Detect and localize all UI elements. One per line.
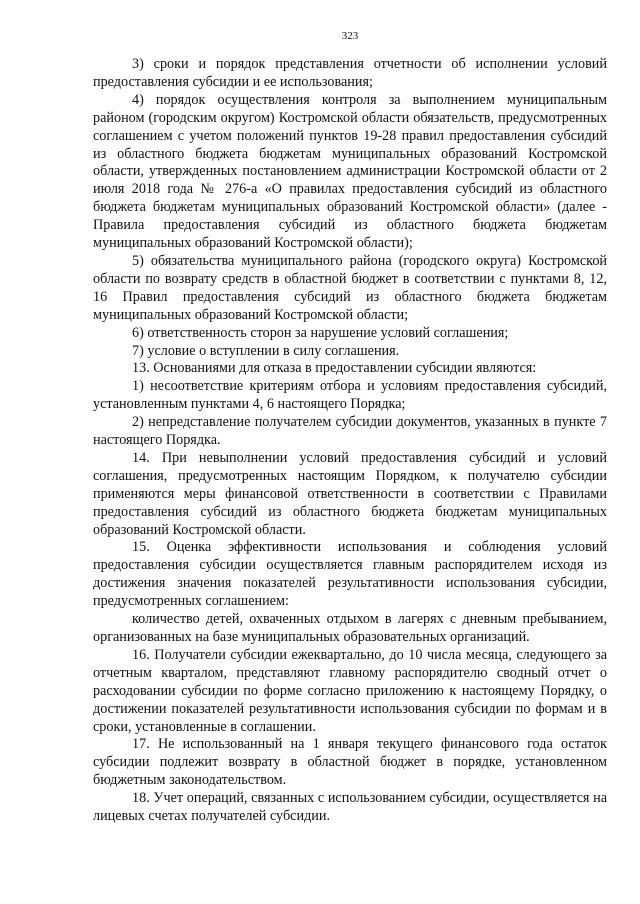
refusal-ground-1: 1) несоответствие критериям отбора и условиям предоставления субсидий, установленным пунктами 4, 6 настоящего Порядка;: [93, 378, 607, 413]
page-number: 323: [341, 30, 359, 42]
section-13-refusal-grounds: 13. Основаниями для отказа в предоставлении субсидии являются:: [132, 360, 537, 377]
section-14-financial-responsibility: 14. При невыполнении условий предоставления субсидий и условий соглашения, предусмотренных настоящим Порядком, к получателю субсидии применяются меры финансовой ответственности в соответствии с Правилами предоставления субсидий из областного бюджета бюджетам муниципальных образований Костромской области.: [93, 449, 607, 538]
paragraph-5-refund-obligations: 5) обязательства муниципального района (городского округа) Костромской области по возврату средств в областной бюджет в соответствии с пунктами 8, 12, 16 Правил предоставления субсидий из областного бюджета бюджетам муниципальных образований Костромской области;: [93, 252, 607, 323]
indicator-children-count: количество детей, охваченных отдыхом в лагерях с дневным пребыванием, организованных на базе муниципальных образовательных организаций.: [93, 611, 607, 645]
section-16-quarterly-report: 16. Получатели субсидии ежеквартально, до 10 числа месяца, следующего за отчетным кварталом, представляют главному распорядителю сводный отчет о расходовании субсидии по форме согласно приложению к настоящему Порядку, о достижении показателей результативности использования субсидии по формам и в сроки, установленные в соглашении.: [93, 646, 607, 735]
section-15-efficiency-assessment: 15. Оценка эффективности использования и соблюдения условий предоставления субсидии осуществляется главным распорядителем исходя из достижения значения показателей результативности использования субсидии, предусмотренных соглашением:: [93, 539, 607, 610]
paragraph-6-responsibility: 6) ответственность сторон за нарушение условий соглашения;: [132, 324, 509, 341]
section-17-unused-balance: 17. Не использованный на 1 января текущего финансового года остаток субсидии подлежит возврату в областной бюджет в порядке, установленном бюджетным законодательством.: [93, 736, 607, 789]
paragraph-7-entry-into-force: 7) условие о вступлении в силу соглашения.: [132, 342, 400, 359]
paragraph-4-control-procedure: 4) порядок осуществления контроля за выполнением муниципальным районом (городским округом) Костромской области обязательств, предусмотренных соглашением с учетом положений пунктов 19-28 правил предоставления субсидий из областного бюджета бюджетам муниципальных образований Костромской области, утвержденных постановлением администрации Костромской области от 2 июля 2018 года № 276-а «О правилах предоставления субсидий из областного бюджета бюджетам муниципальных образований Костромской области» (далее - Правила предоставления субсидий из областного бюджета бюджетам муниципальных образований Костромской области);: [93, 91, 607, 252]
refusal-ground-2: 2) непредставление получателем субсидии документов, указанных в пункте 7 настоящего Порядка.: [93, 414, 607, 449]
paragraph-3-reporting-terms: 3) сроки и порядок представления отчетности об исполнении условий предоставления субсидии и ее использования;: [93, 56, 607, 90]
section-18-operations-accounting: 18. Учет операций, связанных с использованием субсидии, осуществляется на лицевых счетах получателей субсидии.: [93, 790, 607, 825]
